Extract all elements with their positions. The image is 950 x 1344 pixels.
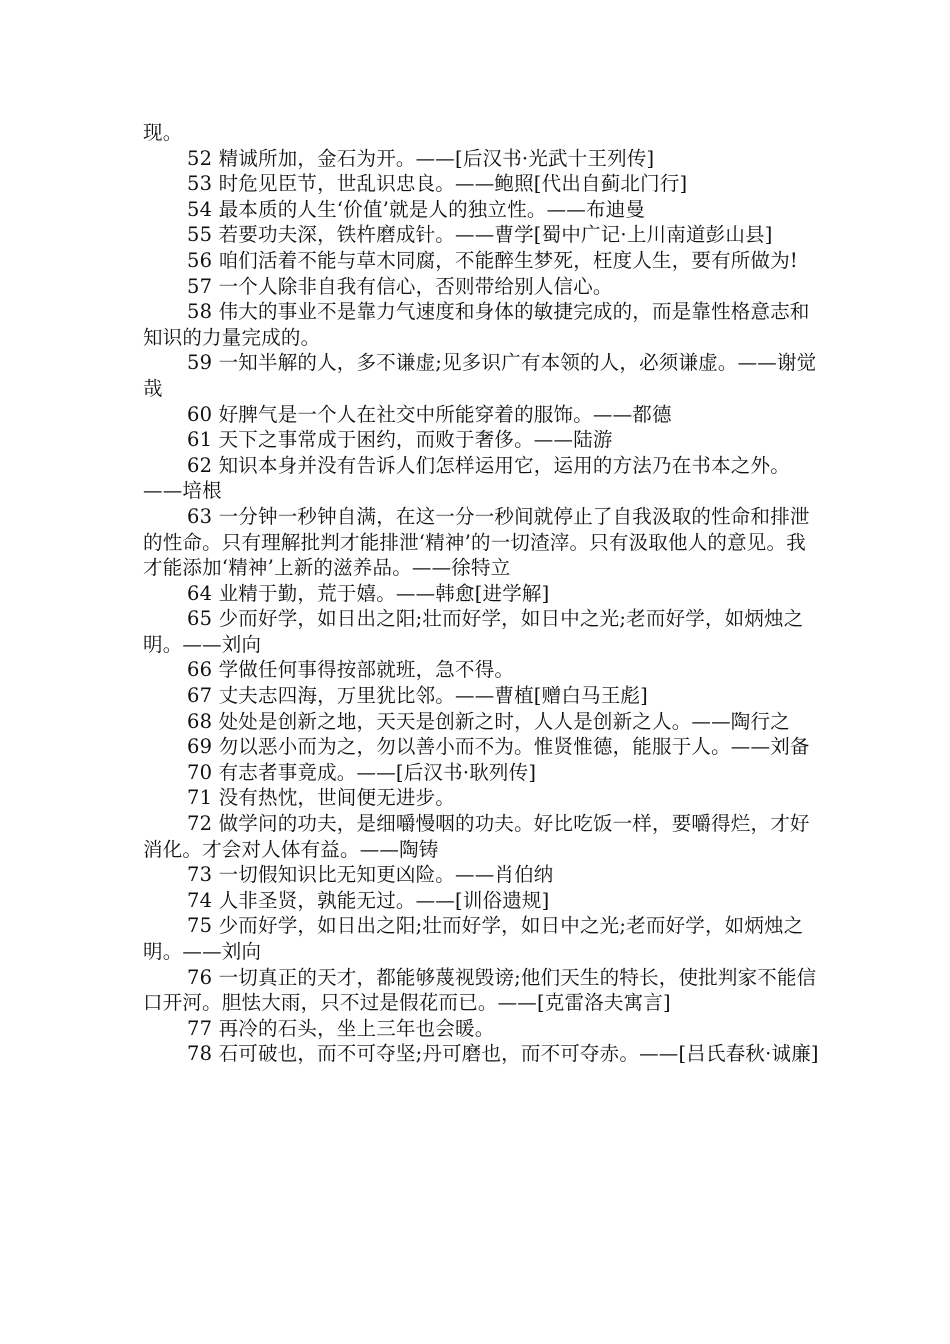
quote-67: 67 丈夫志四海，万里犹比邻。——曹植[赠白马王彪]: [187, 684, 648, 708]
quote-70: 70 有志者事竟成。——[后汉书·耿列传]: [187, 760, 537, 784]
quote-71: 71 没有热忱，世间便无进步。: [187, 786, 456, 810]
quote-68: 68 处处是创新之地，天天是创新之时，人人是创新之人。——陶行之: [187, 709, 790, 733]
quote-58: 58 伟大的事业不是靠力气速度和身体的敏捷完成的，而是靠性格意志和知识的力量完成的。: [143, 300, 810, 349]
quote-57: 57 一个人除非自我有信心，否则带给别人信心。: [187, 274, 613, 298]
quote-77: 77 再冷的石头，坐上三年也会暖。: [187, 1016, 495, 1040]
quote-76: 76 一切真正的天才，都能够蔑视毁谤;他们天生的特长，使批判家不能信口开河。胆怯大雨，只不过是假花而已。——[克雷洛夫寓言]: [143, 965, 817, 1015]
quote-61: 61 天下之事常成于困约，而败于奢侈。——陆游: [187, 428, 613, 452]
quote-69: 69 勿以恶小而为之，勿以善小而不为。惟贤惟德，能服于人。——刘备: [187, 735, 810, 759]
quote-62: 62 知识本身并没有告诉人们怎样运用它，运用的方法乃在书本之外。——培根: [143, 453, 790, 503]
document-body: [143, 120, 823, 1067]
quote-63: 63 一分钟一秒钟自满，在这一分一秒间就停止了自我汲取的性命和排泄的性命。只有理解批判才能排泄‘精神’的一切渣滓。只有汲取他人的意见。我才能添加‘精神’上新的滋养品。——徐特立: [143, 504, 810, 580]
quote-52: 52 精诚所加，金石为开。——[后汉书·光武十王列传]: [187, 146, 655, 170]
quote-66: 66 学做任何事得按部就班，急不得。: [187, 658, 515, 682]
paragraph-continuation: 现。: [143, 121, 183, 144]
quote-74: 74 人非圣贤，孰能无过。——[训俗遗规]: [187, 888, 550, 912]
quote-59: 59 一知半解的人，多不谦虚;见多识广有本领的人，必须谦虚。——谢觉哉: [143, 351, 817, 400]
quote-53: 53 时危见臣节，世乱识忠良。——鲍照[代出自蓟北门行]: [187, 172, 688, 196]
quote-55: 55 若要功夫深，铁杵磨成针。——曹学[蜀中广记·上川南道彭山县]: [187, 223, 773, 247]
quote-72: 72 做学问的功夫，是细嚼慢咽的功夫。好比吃饭一样，要嚼得烂，才好消化。才会对人体有益。——陶铸: [143, 812, 810, 861]
quote-54: 54 最本质的人生‘价值’就是人的独立性。——布迪曼: [187, 197, 646, 221]
quote-78: 78 石可破也，而不可夺坚;丹可磨也，而不可夺赤。——[吕氏春秋·诚廉]: [187, 1042, 819, 1066]
quote-65: 65 少而好学，如日出之阳;壮而好学，如日中之光;老而好学，如炳烛之明。——刘向: [143, 607, 804, 656]
quote-56: 56 咱们活着不能与草木同腐，不能醉生梦死，枉度人生，要有所做为!: [187, 248, 798, 272]
quote-64: 64 业精于勤，荒于嬉。——韩愈[进学解]: [187, 581, 550, 605]
quote-60: 60 好脾气是一个人在社交中所能穿着的服饰。——都德: [187, 402, 672, 426]
quote-75: 75 少而好学，如日出之阳;壮而好学，如日中之光;老而好学，如炳烛之明。——刘向: [143, 914, 804, 963]
quote-73: 73 一切假知识比无知更凶险。——肖伯纳: [187, 863, 554, 887]
